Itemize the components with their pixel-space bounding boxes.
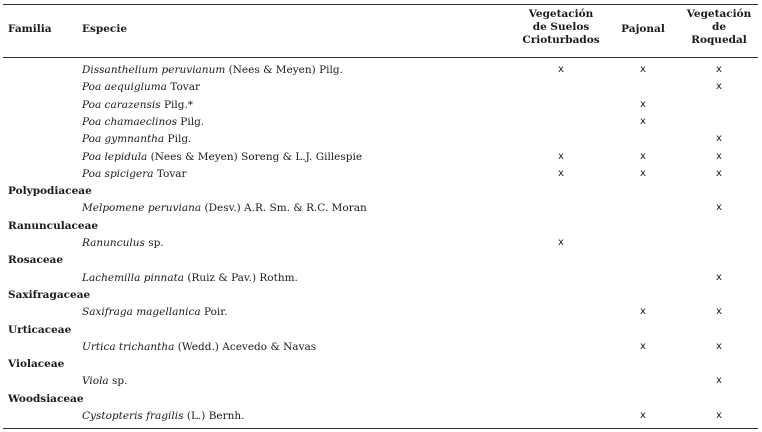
- presence-roquedal: x: [716, 271, 722, 283]
- species-row: [0, 373, 762, 390]
- family-name: Saxifragaceae: [8, 288, 91, 301]
- species-name: [82, 151, 362, 163]
- family-row: [0, 218, 762, 235]
- scientific-name: Cystopteris fragilis: [82, 410, 184, 422]
- scientific-name: Dissanthelium peruvianum: [82, 64, 226, 76]
- presence-pajonal: x: [640, 167, 646, 179]
- presence-suelos-crioturbados: x: [558, 150, 564, 162]
- author-citation: Pilg.: [164, 133, 192, 146]
- scientific-name: Saxifraga magellanica: [82, 306, 201, 319]
- scientific-name: Poa spicigera: [82, 167, 154, 180]
- species-name: [82, 64, 343, 76]
- presence-pajonal: x: [640, 410, 646, 421]
- header-familia: Familia: [8, 23, 52, 35]
- header-line: Vegetación: [528, 8, 594, 20]
- species-row: [0, 200, 762, 217]
- species-row: [0, 166, 762, 183]
- author-citation: sp.: [144, 237, 164, 249]
- header-line: Crioturbados: [522, 34, 600, 46]
- header-line: de: [711, 21, 727, 33]
- scientific-name: Lachemilla pinnata: [82, 271, 185, 284]
- species-name: [82, 116, 204, 128]
- header-line: de Suelos: [532, 21, 590, 33]
- author-citation: Pilg.: [176, 115, 205, 128]
- family-name: Woodsiaceae: [8, 392, 84, 405]
- presence-pajonal: x: [640, 306, 646, 318]
- species-name: [82, 410, 245, 422]
- presence-pajonal: x: [640, 340, 646, 352]
- author-citation: (Nees & Meyen) Soreng & L.J. Gillespie: [147, 150, 363, 163]
- species-name: [82, 168, 187, 180]
- scientific-name: Poa carazensis: [82, 98, 161, 111]
- header-especie: Especie: [82, 23, 127, 35]
- header-line: Roquedal: [691, 34, 747, 46]
- bottom-rule: [3, 428, 758, 429]
- scientific-name: Viola: [82, 375, 109, 388]
- species-row: [0, 304, 762, 321]
- scientific-name: Melpomene peruviana: [82, 202, 202, 215]
- scientific-name: Poa aequigluma: [82, 81, 167, 94]
- author-citation: Pilg.*: [160, 98, 194, 111]
- species-name: [82, 133, 191, 145]
- author-citation: (Ruiz & Pav.) Rothm.: [184, 271, 298, 284]
- scientific-name: Poa chamaeclinos: [82, 115, 177, 128]
- species-row: [0, 97, 762, 114]
- header-roquedal: [680, 8, 758, 47]
- species-name: [82, 81, 200, 93]
- species-row: [0, 114, 762, 131]
- species-name: [82, 306, 227, 318]
- author-citation: (Desv.) A.R. Sm. & R.C. Moran: [201, 202, 367, 215]
- presence-pajonal: x: [640, 150, 646, 162]
- presence-roquedal: x: [716, 81, 722, 93]
- presence-suelos-crioturbados: x: [558, 64, 564, 75]
- presence-pajonal: x: [640, 64, 646, 75]
- species-name: [82, 341, 316, 353]
- header-pajonal: [612, 23, 674, 36]
- presence-roquedal: x: [716, 410, 722, 421]
- scientific-name: Urtica trichantha: [82, 340, 175, 353]
- presence-suelos-crioturbados: x: [558, 237, 564, 248]
- species-row: [0, 79, 762, 96]
- presence-roquedal: x: [716, 167, 722, 179]
- species-row: [0, 149, 762, 166]
- header-suelos-crioturbados: [510, 8, 612, 47]
- presence-roquedal: x: [716, 375, 722, 387]
- presence-roquedal: x: [716, 340, 722, 352]
- header-line: Vegetación: [686, 8, 752, 20]
- author-citation: sp.: [108, 375, 128, 388]
- species-row: [0, 62, 762, 79]
- presence-roquedal: x: [716, 150, 722, 162]
- scientific-name: Poa gymnantha: [82, 133, 165, 146]
- species-row: [0, 270, 762, 287]
- family-row: [0, 287, 762, 304]
- presence-roquedal: x: [716, 202, 722, 214]
- scientific-name: Ranunculus: [82, 237, 145, 249]
- species-name: [82, 99, 193, 111]
- presence-roquedal: x: [716, 64, 722, 75]
- family-name: Polypodiaceae: [8, 185, 92, 198]
- family-name: Ranunculaceae: [8, 219, 99, 232]
- species-name: [82, 375, 128, 387]
- family-row: [0, 252, 762, 269]
- author-citation: Tovar: [153, 167, 187, 180]
- family-row: [0, 391, 762, 408]
- author-citation: Poir.: [200, 306, 228, 319]
- presence-pajonal: x: [640, 98, 646, 110]
- family-row: [0, 322, 762, 339]
- presence-roquedal: x: [716, 306, 722, 318]
- presence-roquedal: x: [716, 133, 722, 145]
- species-row: [0, 408, 762, 425]
- presence-suelos-crioturbados: x: [558, 167, 564, 179]
- family-row: [0, 356, 762, 373]
- author-citation: (Wedd.) Acevedo & Navas: [174, 340, 317, 353]
- header-line: Pajonal: [621, 23, 665, 35]
- author-citation: (L.) Bernh.: [183, 410, 245, 422]
- family-name: Violaceae: [8, 358, 65, 371]
- author-citation: (Nees & Meyen) Pilg.: [225, 64, 343, 76]
- presence-pajonal: x: [640, 115, 646, 127]
- species-name: [82, 272, 298, 284]
- scientific-name: Poa lepidula: [82, 150, 148, 163]
- species-row: [0, 235, 762, 252]
- author-citation: Tovar: [166, 81, 200, 94]
- species-name: [82, 237, 164, 249]
- family-row: [0, 183, 762, 200]
- top-rule: [3, 4, 758, 5]
- family-name: Urticaceae: [8, 323, 72, 336]
- family-name: Rosaceae: [8, 254, 64, 267]
- species-row: [0, 131, 762, 148]
- header-rule: [3, 57, 758, 58]
- species-row: [0, 339, 762, 356]
- species-name: [82, 202, 367, 214]
